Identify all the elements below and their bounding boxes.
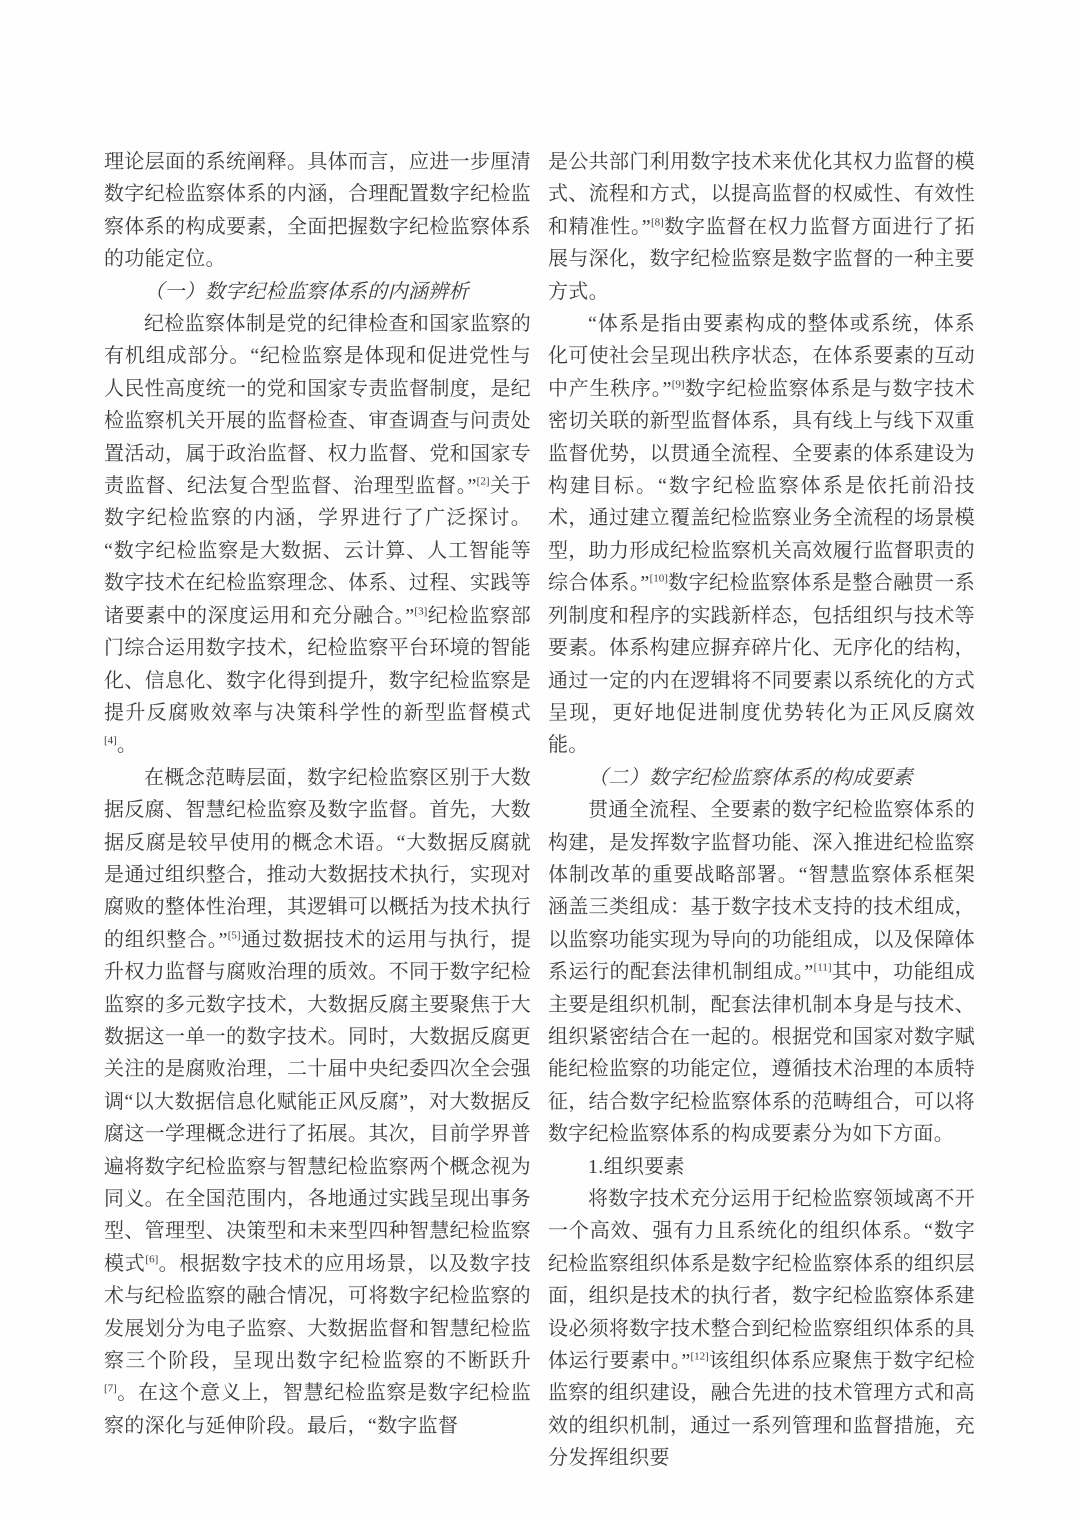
page-body bbox=[104, 146, 975, 1475]
paragraph: “体系是指由要素构成的整体或系统，体系化可使社会呈现出秩序状态，在体系要素的互动中产生秩序。”[9]数字纪检监察体系是与数字技术密切关联的新型监督体系，具有线上与线下双重监督优势，以贯通全流程、全要素的体系建设为构建目标。“数字纪检监察体系是依托前沿技术，通过建立覆盖纪检监察业务全流程的场景模型，助力形成纪检监察机关高效履行监督职责的综合体系。”[10]数字纪检监察体系是整合融贯一系列制度和程序的实践新样态，包括组织与技术等要素。体系构建应摒弃碎片化、无序化的结构，通过一定的内在逻辑将不同要素以系统化的方式呈现，更好地促进制度优势转化为正风反腐效能。 bbox=[548, 313, 976, 757]
paragraph: 贯通全流程、全要素的数字纪检监察体系的构建，是发挥数字监督功能、深入推进纪检监察体制改革的重要战略部署。“智慧监察体系框架涵盖三类组成：基于数字技术支持的技术组成，以监察功能实现为导向的功能组成，以及保障体系运行的配套法律机制组成。”[11]其中，功能组成主要是组织机制，配套法律机制本身是与技术、组织紧密结合在一起的。根据党和国家对数字赋能纪检监察的功能定位，遵循技术治理的本质特征，结合数字纪检监察体系的范畴组合，可以将数字纪检监察体系的构成要素分为如下方面。 bbox=[548, 799, 975, 1146]
reference-marker: [11] bbox=[813, 961, 832, 974]
reference-marker: [12] bbox=[690, 1350, 709, 1363]
numbered-subheading: 1.组织要素 bbox=[588, 1155, 685, 1178]
reference-marker: [4] bbox=[104, 734, 117, 747]
paragraph: 是公共部门利用数字技术来优化其权力监督的模式、流程和方式，以提高监督的权威性、有效性和精准性。”[8]数字监督在权力监督方面进行了拓展与深化，数字纪检监察是数字监督的一种主要方式。 bbox=[548, 151, 976, 303]
paragraph: 将数字技术充分运用于纪检监察领域离不开一个高效、强有力且系统化的组织体系。“数字纪检监察组织体系是数字纪检监察体系的组织层面，组织是技术的执行者，数字纪检监察体系建设必须将数字技术整合到纪检监察组织体系的具体运行要素中。”[12]该组织体系应聚焦于数字纪检监察的组织建设，融合先进的技术管理方式和高效的组织机制，通过一系列管理和监督措施，充分发挥组织要 bbox=[548, 1188, 975, 1470]
reference-marker: [8] bbox=[650, 216, 664, 229]
reference-marker: [2] bbox=[476, 475, 490, 488]
reference-marker: [5] bbox=[227, 929, 241, 942]
section-heading: （二）数字纪检监察体系的构成要素 bbox=[588, 766, 913, 789]
reference-marker: [3] bbox=[414, 605, 428, 618]
reference-marker: [9] bbox=[671, 378, 685, 391]
reference-marker: [7] bbox=[104, 1382, 117, 1395]
left-column bbox=[104, 146, 531, 1475]
section-heading: （一）数字纪检监察体系的内涵辨析 bbox=[144, 280, 469, 303]
reference-marker: [6] bbox=[145, 1253, 159, 1266]
paragraph: 理论层面的系统阐释。具体而言，应进一步厘清数字纪检监察体系的内涵，合理配置数字纪检监察体系的构成要素，全面把握数字纪检监察体系的功能定位。 bbox=[104, 151, 531, 271]
paragraph: 纪检监察体制是党的纪律检查和国家监察的有机组成部分。“纪检监察是体现和促进党性与人民性高度统一的党和国家专责监督制度，是纪检监察机关开展的监督检查、审查调查与问责处置活动，属于政治监督、权力监督、党和国家专责监督、纪法复合型监督、治理型监督。”[2]关于数字纪检监察的内涵，学界进行了广泛探讨。“数字纪检监察是大数据、云计算、人工智能等数字技术在纪检监察理念、体系、过程、实践等诸要素中的深度运用和充分融合。”[3]纪检监察部门综合运用数字技术，纪检监察平台环境的智能化、信息化、数字化得到提升，数字纪检监察是提升反腐败效率与决策科学性的新型监督模式[4]。 bbox=[104, 313, 531, 757]
paragraph: 在概念范畴层面，数字纪检监察区别于大数据反腐、智慧纪检监察及数字监督。首先，大数据反腐是较早使用的概念术语。“大数据反腐就是通过组织整合，推动大数据技术执行，实现对腐败的整体性治理，其逻辑可以概括为技术执行的组织整合。”[5]通过数据技术的运用与执行，提升权力监督与腐败治理的质效。不同于数字纪检监察的多元数字技术，大数据反腐主要聚焦于大数据这一单一的数字技术。同时，大数据反腐更关注的是腐败治理，二十届中央纪委四次全会强调“以大数据信息化赋能正风反腐”，对大数据反腐这一学理概念进行了拓展。其次，目前学界普遍将数字纪检监察与智慧纪检监察两个概念视为同义。在全国范围内，各地通过实践呈现出事务型、管理型、决策型和未来型四种智慧纪检监察模式[6]。根据数字技术的应用场景，以及数字技术与纪检监察的融合情况，可将数字纪检监察的发展划分为电子监察、大数据监督和智慧纪检监察三个阶段，呈现出数字纪检监察的不断跃升[7]。在这个意义上，智慧纪检监察是数字纪检监察的深化与延伸阶段。最后，“数字监督 bbox=[104, 766, 532, 1437]
reference-marker: [10] bbox=[649, 572, 668, 585]
right-column bbox=[548, 146, 975, 1475]
